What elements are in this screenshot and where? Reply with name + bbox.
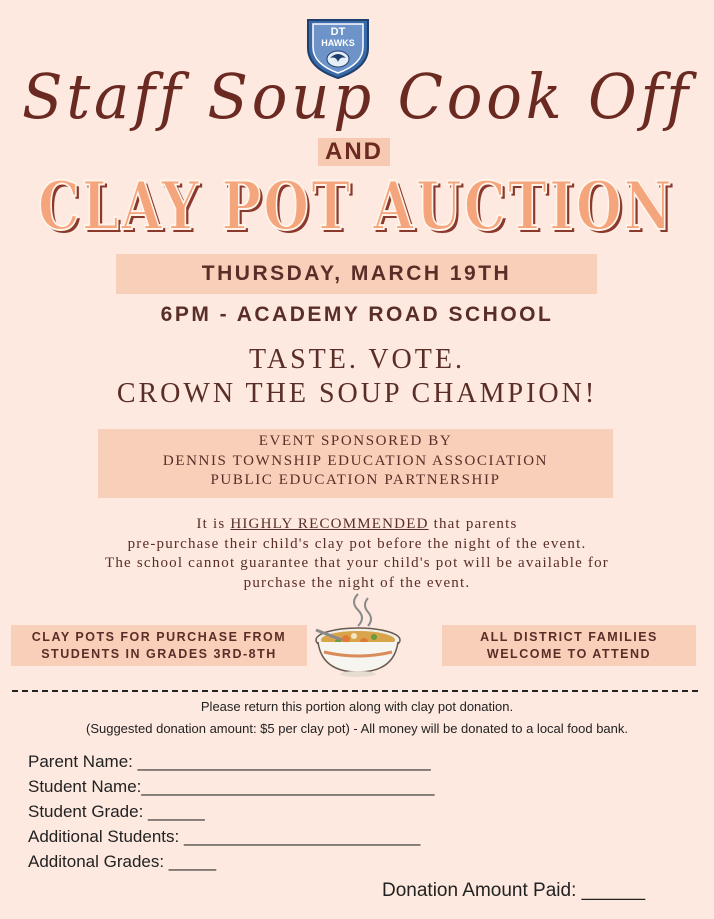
recommendation-notice <box>0 515 714 593</box>
notice-line-4: purchase the night of the event. <box>243 574 471 591</box>
donation-note: (Suggested donation amount: $5 per clay pot) - All money will be donated to a local food bank. <box>85 721 628 736</box>
and-label: AND <box>318 138 390 166</box>
soup-bowl-icon <box>312 590 404 678</box>
tagline-line-2: CROWN THE SOUP CHAMPION! <box>116 378 598 409</box>
welcome-line-2: WELCOME TO ATTEND <box>486 646 652 661</box>
additional-grades-field[interactable]: Additonal Grades: _____ <box>28 852 217 871</box>
welcome-line-1: ALL DISTRICT FAMILIES <box>480 630 658 644</box>
logo-text-dt: DT <box>330 26 346 38</box>
notice-line-1: It is HIGHLY RECOMMENDED that parents <box>196 516 518 532</box>
sponsor-line-3: PUBLIC EDUCATION PARTNERSHIP <box>210 472 501 488</box>
student-grade-field[interactable]: Student Grade: ______ <box>28 802 205 821</box>
grades-line-2: STUDENTS IN GRADES 3RD-8TH <box>41 646 277 661</box>
cut-line <box>12 690 698 692</box>
script-title-text: Staff Soup Cook Off <box>22 60 698 133</box>
sponsor-box <box>98 429 613 498</box>
notice-line-2: pre-purchase their child's clay pot before the night of the event. <box>127 535 587 552</box>
event-time-place: 6PM - ACADEMY ROAD SCHOOL <box>160 303 554 326</box>
logo-text-hawks: HAWKS <box>321 38 355 48</box>
tagline-line-1: TASTE. VOTE. <box>248 344 465 375</box>
grades-info-box <box>11 625 307 666</box>
welcome-info-box <box>442 625 696 666</box>
sponsor-line-2: DENNIS TOWNSHIP EDUCATION ASSOCIATION <box>162 452 549 469</box>
parent-name-field[interactable]: Parent Name: _______________________________ <box>28 752 431 771</box>
grades-line-1: CLAY POTS FOR PURCHASE FROM <box>31 630 287 644</box>
return-note: Please return this portion along with clay pot donation. <box>200 699 514 714</box>
main-title <box>0 168 714 248</box>
script-title <box>0 40 714 150</box>
donation-paid-field[interactable]: Donation Amount Paid: ______ <box>382 880 646 901</box>
event-date: THURSDAY, MARCH 19TH <box>116 254 597 294</box>
notice-line-3: The school cannot guarantee that your child's pot will be available for <box>104 555 609 571</box>
student-name-field[interactable]: Student Name:_______________________________ <box>28 777 435 796</box>
main-title-shadow: CLAY POT AUCTION <box>41 170 677 248</box>
sponsor-line-1: EVENT SPONSORED BY <box>258 433 453 449</box>
notice-emphasis: HIGHLY RECOMMENDED <box>230 516 429 532</box>
additional-students-field[interactable]: Additional Students: _________________________ <box>28 827 421 846</box>
main-title-text: CLAY POT AUCTION <box>38 168 674 245</box>
